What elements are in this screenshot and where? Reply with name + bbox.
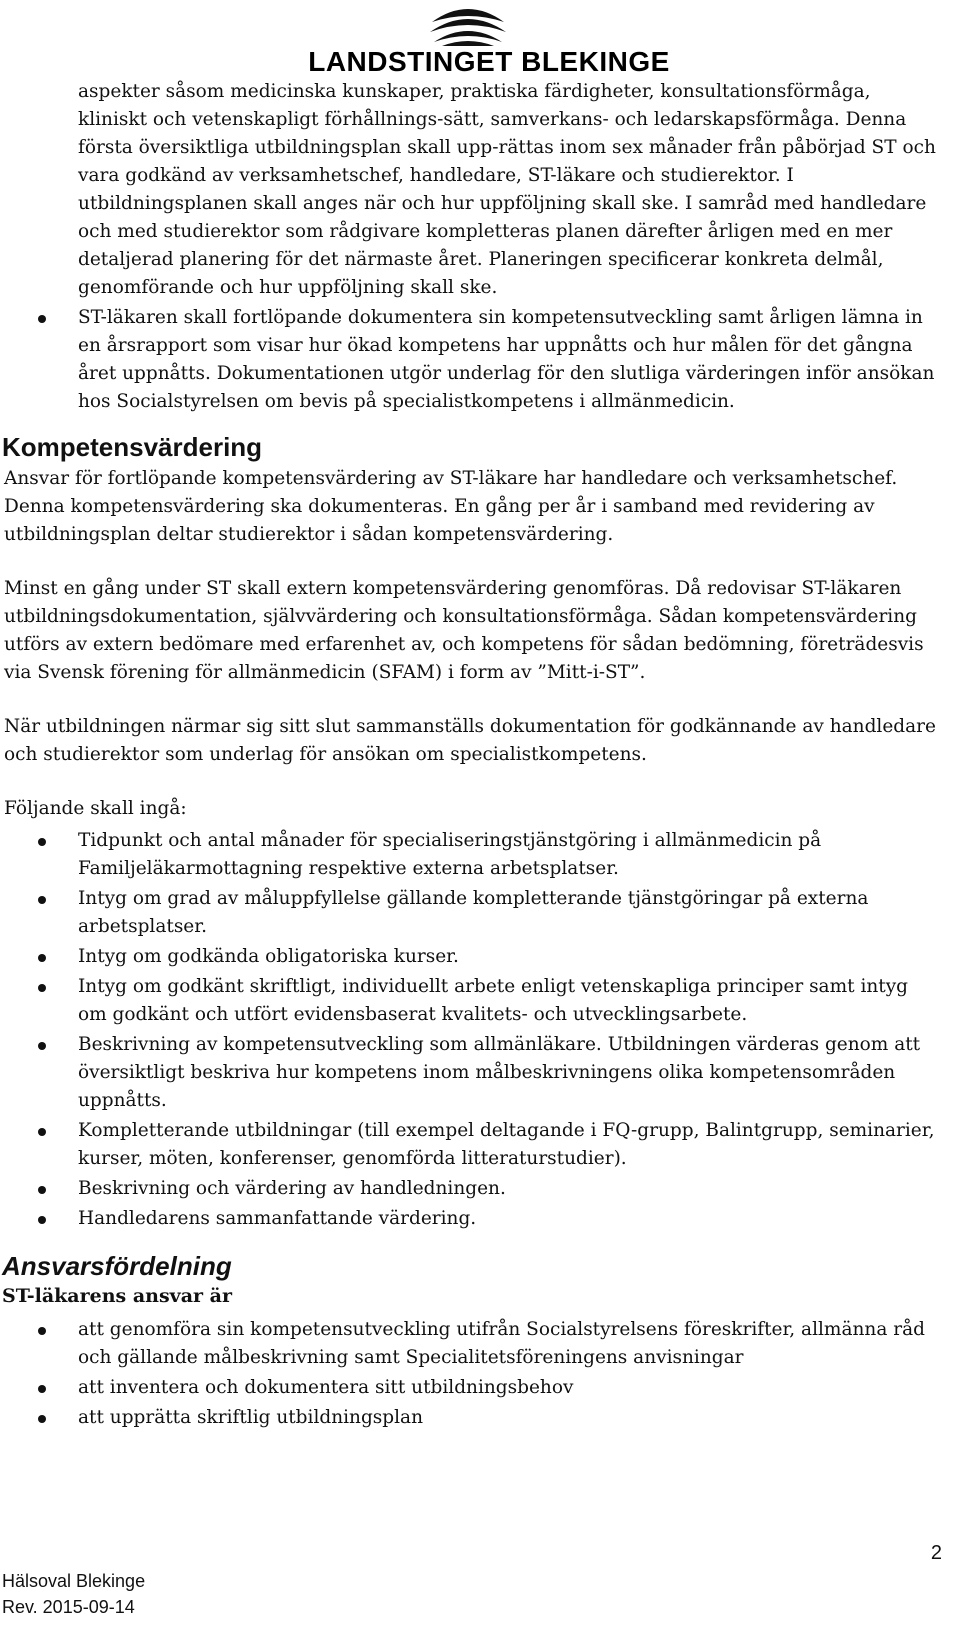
list-item [0, 1374, 960, 1402]
page-number: 2 [930, 1542, 942, 1564]
footer-revision: Rev. 2015-09-14 [2, 1597, 135, 1617]
bullet-icon [38, 984, 46, 992]
list-item [0, 827, 960, 883]
bullet-icon [38, 1216, 46, 1224]
list-item-text: Kompletterande utbildningar (till exempel deltagande i FQ-grupp, Balintgrupp, seminarier, kurser, möten, konferenser, genomförda litteraturstudier). [78, 1120, 935, 1169]
list-item [0, 1205, 960, 1233]
list-item-text: Intyg om grad av måluppfyllelse gällande kompletterande tjänstgöringar på externa arbetsplatser. [78, 888, 869, 937]
list-item-text: Handledarens sammanfattande värdering. [78, 1208, 477, 1229]
bullet-icon [38, 1128, 46, 1136]
list-item-text: Intyg om godkända obligatoriska kurser. [78, 946, 459, 967]
bullet-icon [38, 838, 46, 846]
bullet-icon [38, 1327, 46, 1335]
list-item-text: Beskrivning och värdering av handledningen. [78, 1178, 506, 1199]
list-item [0, 304, 960, 416]
ansvar-list [0, 1316, 960, 1432]
paragraph: Följande skall ingå: [4, 798, 187, 819]
list-item [0, 1316, 960, 1372]
bullet-icon [38, 896, 46, 904]
list-item-text: Beskrivning av kompetensutveckling som allmänläkare. Utbildningen värderas genom att översiktligt beskriva hur kompetens inom målbeskrivningens olika kompetensområden uppnåtts. [78, 1034, 921, 1111]
bullet-icon [38, 1415, 46, 1423]
bullet-icon [38, 315, 46, 323]
list-item [0, 1175, 960, 1203]
kompetens-list [0, 827, 960, 1233]
list-item-text: Tidpunkt och antal månader för specialiseringstjänstgöring i allmänmedicin på Familjeläkarmottagning respektive externa arbetsplatser. [78, 830, 822, 879]
document-body [0, 78, 960, 1432]
paragraph: Ansvar för fortlöpande kompetensvärdering av ST-läkare har handledare och verksamhetschef. Denna kompetensvärdering ska dokumenteras. En gång per år i samband med revidering av utbildningsplan deltar studierektor i sådan kompetensvärdering. [4, 468, 898, 545]
list-item [0, 1117, 960, 1173]
bullet-text: ST-läkaren skall fortlöpande dokumentera sin kompetensutveckling samt årligen lämna in en årsrapport som visar hur ökad kompetens har uppnåtts och hur målen för det gångna året uppnåtts. Dokumentationen utgör underlag för den slutliga värderingen inför ansökan hos Socialstyrelsen om bevis på specialistkompetens i allmänmedicin. [78, 307, 935, 412]
ship-logo-icon [428, 2, 508, 48]
list-item-text: Intyg om godkänt skriftligt, individuellt arbete enligt vetenskapliga principer samt intyg om godkänt och utfört evidensbaserat kvalitets- och utvecklingsarbete. [78, 976, 909, 1025]
bullet-icon [38, 1042, 46, 1050]
subheading: ST-läkarens ansvar är [2, 1285, 232, 1307]
bullet-icon [38, 954, 46, 962]
list-item-continued [0, 78, 960, 302]
intro-list [0, 78, 960, 416]
intro-text: aspekter såsom medicinska kunskaper, praktiska färdigheter, konsultationsförmåga, kliniskt och vetenskapligt förhållnings-sätt, samverkans- och ledarskapsförmåga. Denna första översiktliga utbildningsplan skall upp-rättas inom sex månader från påbörjad ST och vara godkänd av verksamhetschef, handledare, ST-läkare och studierektor. I utbildningsplanen skall anges när och hur uppföljning skall ske. I samråd med handledare och med studierektor som rådgivare kompletteras planen därefter årligen med en mer detaljerad planering för det närmaste året. Planeringen specificerar konkreta delmål, genomförande och hur uppföljning skall ske. [78, 81, 936, 298]
paragraph: Minst en gång under ST skall extern kompetensvärdering genomföras. Då redovisar ST-läkaren utbildningsdokumentation, självvärdering och konsultationsförmåga. Sådan kompetensvärdering utförs av extern bedömare med erfarenhet av, och kompetens för sådan bedömning, företrädesvis via Svensk förening för allmänmedicin (SFAM) i form av ”Mitt-i-ST”. [4, 578, 924, 683]
footer [2, 1568, 145, 1620]
list-item [0, 1404, 960, 1432]
bullet-icon [38, 1385, 46, 1393]
list-item-text: att upprätta skriftlig utbildningsplan [78, 1407, 423, 1428]
list-item-text: att inventera och dokumentera sitt utbildningsbehov [78, 1377, 574, 1398]
paragraph: När utbildningen närmar sig sitt slut sammanställs dokumentation för godkännande av handledare och studierektor som underlag för ansökan om specialistkompetens. [4, 716, 936, 765]
header-logo [0, 0, 960, 80]
list-item [0, 1031, 960, 1115]
list-item [0, 943, 960, 971]
list-item [0, 885, 960, 941]
footer-org: Hälsoval Blekinge [2, 1571, 146, 1591]
list-item-text: att genomföra sin kompetensutveckling utifrån Socialstyrelsens föreskrifter, allmänna råd och gällande målbeskrivning samt Specialitetsföreningens anvisningar [78, 1319, 925, 1368]
logo-text: LANDSTINGET BLEKINGE [308, 46, 670, 77]
section-heading-kompetens: Kompetensvärdering [2, 432, 263, 462]
list-item [0, 973, 960, 1029]
section-heading-ansvar: Ansvarsfördelning [2, 1251, 232, 1281]
bullet-icon [38, 1186, 46, 1194]
